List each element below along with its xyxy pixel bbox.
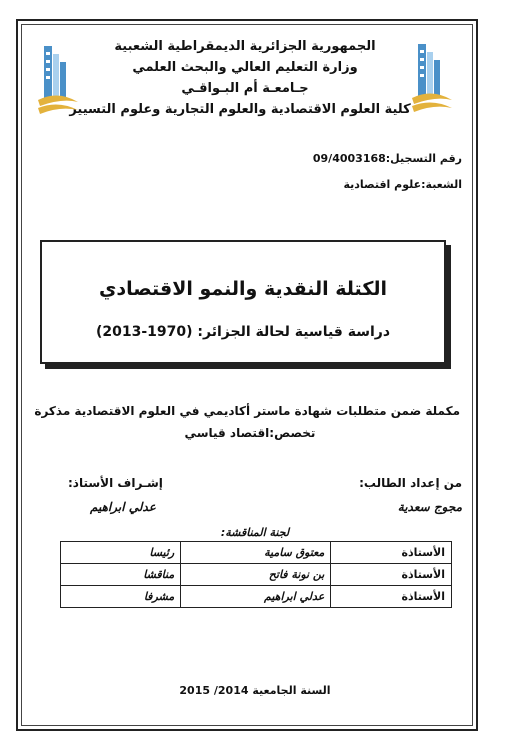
student-label: من إعداد الطالب:	[359, 476, 462, 490]
header-university: جـامعـة أم البـواقـي	[181, 81, 309, 96]
supervisor-name: عدلي ابراهيم	[90, 500, 156, 514]
jury-member-title: الأستاذة	[331, 586, 452, 608]
jury-member-role: مناقشا	[61, 564, 181, 586]
jury-title: لجنة المناقشة:	[220, 526, 290, 539]
jury-member-name: بن نونة فاتح	[181, 564, 331, 586]
jury-member-role: مشرفا	[61, 586, 181, 608]
jury-member-name: عدلي ابراهيم	[181, 586, 331, 608]
thesis-specialty: تخصص:اقتصاد قياسي	[184, 426, 316, 440]
jury-member-title: الأستاذة	[331, 564, 452, 586]
header-ministry: وزارة التعليم العالي والبحث العلمي	[132, 60, 358, 75]
thesis-subtitle: دراسة قياسية لحالة الجزائر: (1970-2013)	[95, 324, 391, 340]
jury-table	[60, 541, 452, 608]
academic-year: السنة الجامعية 2014/ 2015	[179, 684, 331, 697]
branch-field: الشعبة:علوم اقتصادية	[343, 178, 462, 191]
supervisor-label: إشـراف الأستاذ:	[68, 476, 163, 490]
page-border-inner	[21, 24, 473, 726]
table-row	[61, 564, 452, 586]
student-name: مجوج سعدية	[397, 500, 462, 514]
thesis-title: الكتلة النقدية والنمو الاقتصادي	[98, 278, 388, 300]
title-box	[40, 240, 446, 364]
jury-member-title: الأستاذة	[331, 542, 452, 564]
registration-number: رقم التسجيل:09/4003168	[312, 152, 462, 165]
jury-member-name: معتوق سامية	[181, 542, 331, 564]
table-row	[61, 542, 452, 564]
jury-member-role: رئيسا	[61, 542, 181, 564]
header-faculty: كلية العلوم الاقتصادية والعلوم التجارية وعلوم التسيير	[69, 102, 411, 117]
institution-header	[69, 36, 411, 120]
thesis-description: مكملة ضمن متطلبات شهادة ماستر أكاديمي في العلوم الاقتصادية مذكرة	[34, 404, 460, 418]
header-republic: الجمهورية الجزائرية الديمقراطية الشعبية	[114, 39, 376, 54]
table-row	[61, 586, 452, 608]
